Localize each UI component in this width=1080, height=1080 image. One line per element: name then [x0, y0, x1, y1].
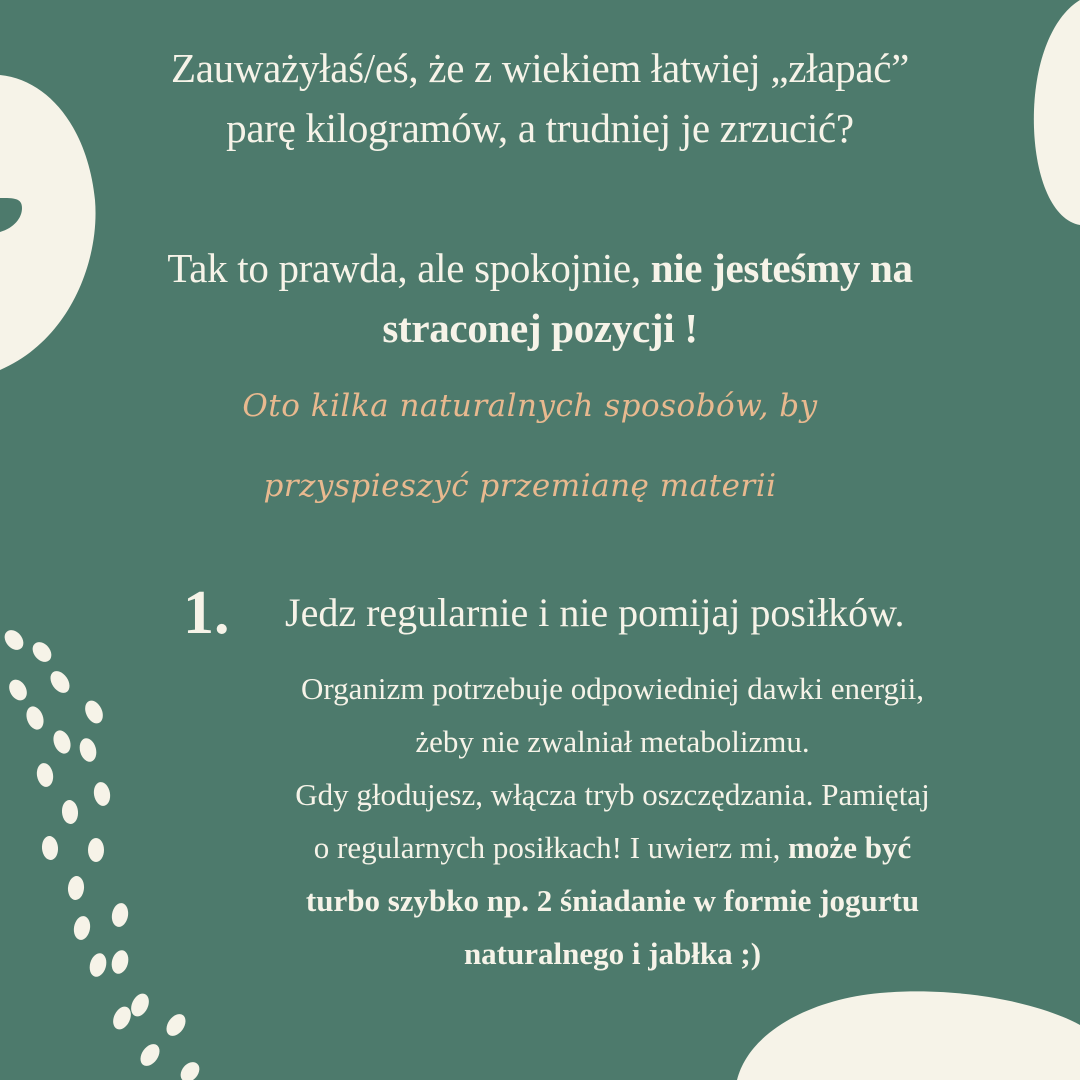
tip-body-line4	[200, 821, 1025, 874]
intro-answer-line1	[0, 238, 1080, 298]
tip-body-line1: Organizm potrzebuje odpowiedniej dawki energii,	[301, 671, 924, 706]
intro-question-line2: parę kilogramów, a trudniej je zrzucić?	[226, 105, 854, 151]
intro-answer-line2	[0, 298, 1080, 358]
intro-answer-bold: nie jesteśmy na	[650, 245, 913, 291]
tip-body-line3: Gdy głodujesz, włącza tryb oszczędzania. Pamiętaj	[295, 777, 930, 812]
intro-answer	[0, 238, 1080, 358]
intro-question-line1: Zauważyłaś/eś, że z wiekiem łatwiej „złapać”	[170, 45, 910, 91]
tip-body-line6-bold: naturalnego i jabłka ;)	[463, 936, 762, 971]
intro-answer-bold-2: straconej pozycji !	[382, 305, 698, 351]
intro-answer-regular: Tak to prawda, ale spokojnie,	[167, 245, 651, 291]
bottom-right-blob-shape	[737, 991, 1080, 1080]
script-heading-line2: przyspieszyć przemianę materii	[263, 468, 777, 504]
tip-body-line5-bold: turbo szybko np. 2 śniadanie w formie jogurtu	[305, 883, 920, 918]
tip-body-line4-bold: może być	[788, 830, 912, 865]
tip-body-line2: żeby nie zwalniał metabolizmu.	[415, 724, 810, 759]
tip-body-line6	[200, 927, 1025, 980]
tip-number: 1.	[183, 579, 230, 647]
script-heading-line1: Oto kilka naturalnych sposobów, by	[242, 388, 818, 424]
tip-body-line5	[200, 874, 1025, 927]
tip-body-line4-regular: o regularnych posiłkach! I uwierz mi,	[313, 830, 789, 865]
intro-question	[0, 38, 1080, 158]
dotted-arc	[1, 626, 203, 1080]
tip-title: Jedz regularnie i nie pomijaj posiłków.	[285, 590, 905, 635]
tip-body	[200, 662, 1025, 980]
